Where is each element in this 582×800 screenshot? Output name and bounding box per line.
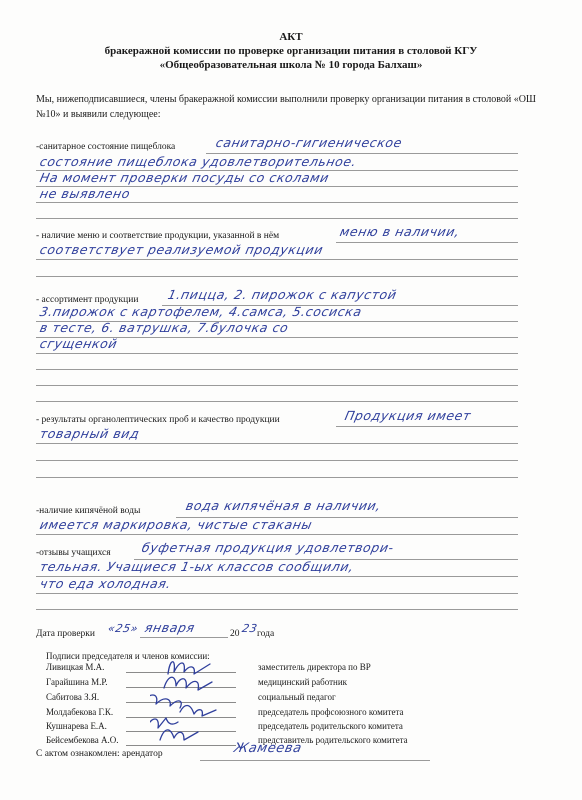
signatures-heading: Подписи председателя и членов комиссии:: [46, 651, 210, 661]
answer-line: [36, 218, 518, 219]
signature-scribble: [160, 730, 198, 740]
signer-name: Ливицкая М.А.: [46, 662, 105, 672]
signer-name: Кушнарева Е.А.: [46, 721, 107, 731]
signer-role: заместитель директора по ВР: [258, 662, 371, 672]
signature-scribble: [168, 662, 210, 674]
answer-line: [36, 593, 518, 594]
date-year-prefix: 20: [230, 629, 240, 639]
signer-role: представитель родительского комитета: [258, 735, 408, 745]
assortment-handwriting-2: 3.пирожок с картофелем, 4.самса, 5.сосиска: [38, 304, 364, 319]
menu-handwriting-1: меню в наличии,: [338, 224, 462, 239]
answer-line: [336, 242, 518, 243]
answer-line: [36, 202, 518, 203]
signature-scribble: [150, 695, 181, 708]
answer-line: [36, 534, 518, 535]
sanitary-handwriting-2: состояние пищеблока удовлетворительное.: [38, 154, 359, 169]
signature-scribble: [150, 718, 178, 728]
menu-label: - наличие меню и соответствие продукции, указанной в нём: [36, 231, 280, 241]
sanitary-label: -санитарное состояние пищеблока: [36, 142, 176, 152]
answer-line: [36, 443, 518, 444]
answer-line: [36, 276, 518, 277]
date-suffix: года: [257, 629, 275, 639]
assortment-handwriting-4: сгущенкой: [38, 336, 119, 351]
signature-scribble: [180, 706, 216, 717]
date-month: января: [143, 620, 197, 635]
answer-line: [36, 369, 518, 370]
assortment-handwriting-1: 1.пицца, 2. пирожок с капустой: [166, 287, 399, 302]
signer-role: медицинский работник: [258, 677, 348, 687]
date-prefix: Дата проверки: [36, 629, 95, 639]
signer-name: Гарайшина М.Р.: [46, 677, 108, 687]
organoleptic-handwriting-1: Продукция имеет: [343, 408, 473, 423]
feedback-handwriting-1: буфетная продукция удовлетвори-: [140, 540, 396, 555]
water-label: -наличие кипячёной воды: [36, 506, 141, 516]
act-subtitle-school: «Общеобразовательная школа № 10 города Балхаш»: [159, 59, 423, 71]
act-title: АКТ: [279, 31, 303, 43]
answer-line: [36, 385, 518, 386]
feedback-handwriting-3: что еда холодная.: [38, 576, 173, 591]
ack-handwriting: Жамеева: [232, 741, 304, 756]
act-subtitle-commission: бракеражной комиссии по проверке организации питания в столовой КГУ: [104, 45, 478, 57]
answer-line: [36, 259, 518, 260]
answer-line: [36, 477, 518, 478]
answer-line: [36, 460, 518, 461]
answer-line: [336, 426, 518, 427]
organoleptic-label: - результаты органолептических проб и качество продукции: [36, 415, 280, 425]
water-handwriting-2: имеется маркировка, чистые стаканы: [38, 517, 314, 532]
signer-name: Молдабекова Г.К.: [46, 707, 114, 717]
signer-role: председатель родительского комитета: [258, 721, 403, 731]
signer-name: Бейсембекова А.О.: [46, 735, 119, 745]
feedback-label: -отзывы учащихся: [36, 548, 111, 558]
assortment-handwriting-3: в тесте, 6. ватрушка, 7.булочка со: [38, 320, 291, 335]
organoleptic-handwriting-2: товарный вид: [38, 426, 142, 441]
signer-name: Сабитова З.Я.: [46, 692, 100, 702]
feedback-handwriting-2: тельная. Учащиеся 1-ых классов сообщили,: [38, 559, 356, 574]
answer-line: [36, 401, 518, 402]
date-month-line: [140, 637, 228, 638]
signer-role: социальный педагог: [258, 692, 336, 702]
answer-line: [36, 353, 518, 354]
ack-line: [200, 760, 430, 761]
sanitary-handwriting-4: не выявлено: [38, 186, 132, 201]
answer-line: [36, 609, 518, 610]
signer-role: председатель профсоюзного комитета: [258, 707, 404, 717]
ack-label: С актом ознакомлен: арендатор: [36, 749, 163, 759]
signature-scribble: [164, 677, 212, 690]
date-year: 23: [240, 622, 259, 635]
sanitary-handwriting-3: На момент проверки посуды со сколами: [38, 170, 331, 185]
assortment-label: - ассортимент продукции: [36, 295, 139, 305]
intro-paragraph: Мы, нижеподписавшиеся, члены бракеражной комиссии выполнили проверку организации питания в столовой «ОШ №10» и выявили следующее:: [36, 94, 537, 120]
water-handwriting-1: вода кипячёная в наличии,: [184, 498, 383, 513]
menu-handwriting-2: соответствует реализуемой продукции: [38, 242, 325, 257]
sanitary-handwriting-1: санитарно-гигиеническое: [214, 135, 404, 150]
date-day: «25»: [106, 622, 140, 635]
